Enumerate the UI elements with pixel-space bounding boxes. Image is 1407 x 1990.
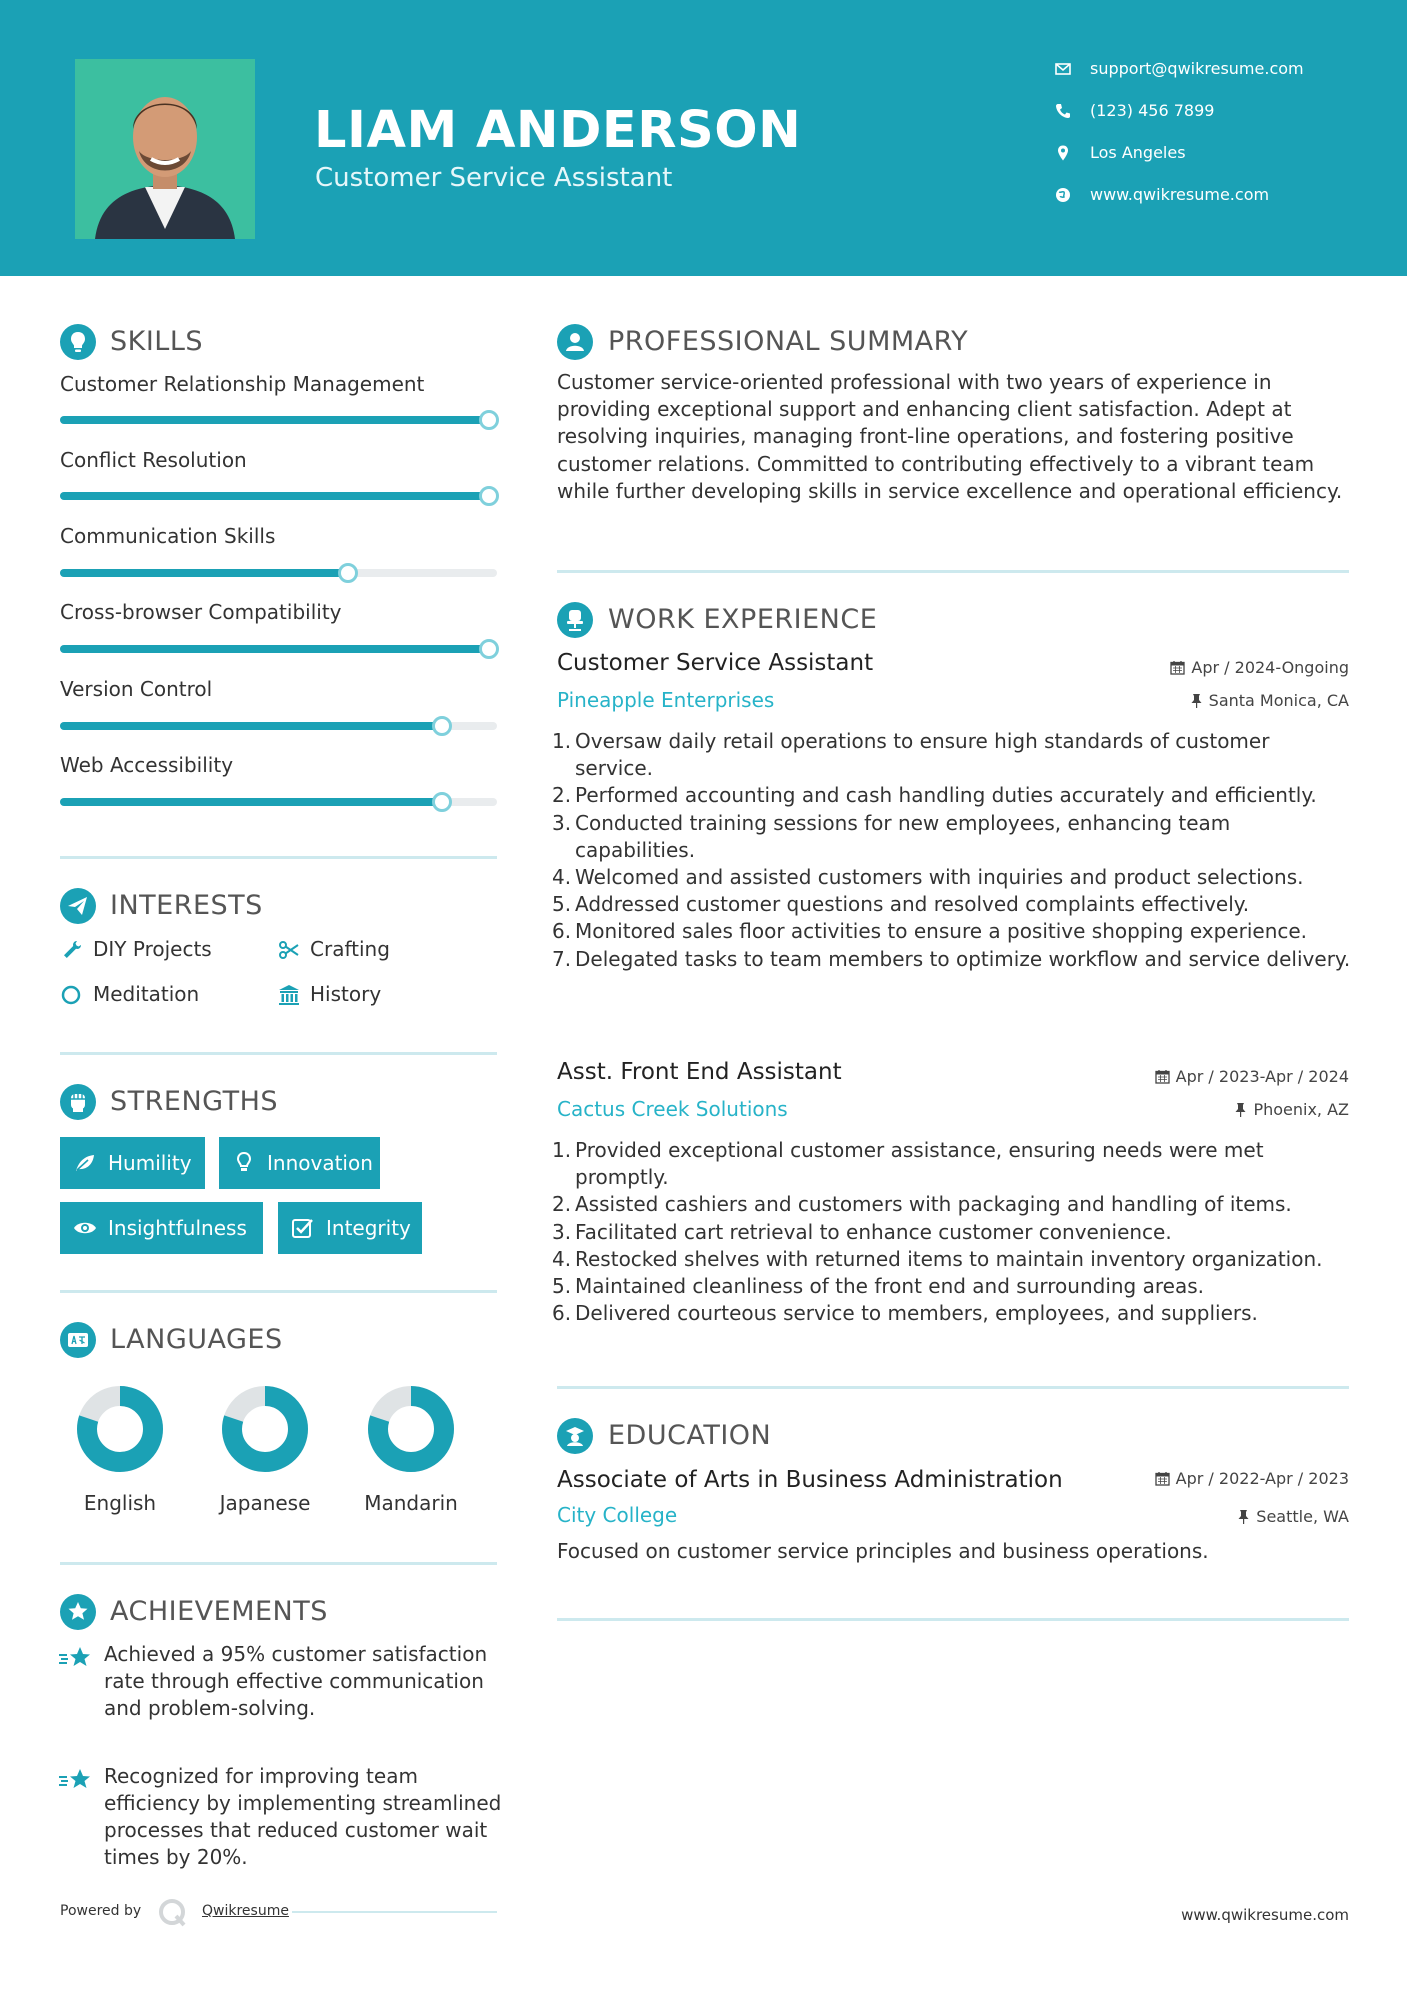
contact-website-text: www.qwikresume.com [1090,185,1270,204]
location-pin-icon [1054,144,1072,162]
language-level-ring [77,1386,163,1472]
skill-bar-fill [60,492,487,500]
company-name: Pineapple Enterprises [557,688,775,712]
circle-icon [60,983,84,1007]
shooting-star-icon [58,1645,92,1673]
calendar-icon [1155,1069,1170,1084]
section-divider [60,1052,497,1055]
skill-bar-fill [60,722,440,730]
company-name: Cactus Creek Solutions [557,1097,788,1121]
skill-bar-fill [60,645,487,653]
envelope-icon [1054,60,1072,78]
education-location [1237,1507,1349,1526]
strength-label: Integrity [326,1216,411,1240]
strengths-section-icon [60,1084,96,1120]
strength-chip [60,1137,205,1189]
person-avatar-icon [75,59,255,239]
job-duties-list [552,1137,1352,1327]
skill-name: Customer Relationship Management [60,372,425,396]
scissors-icon [277,938,301,962]
strength-label: Insightfulness [108,1216,247,1240]
section-divider [557,1618,1349,1621]
footer-divider [292,1911,497,1913]
user-icon [557,324,593,360]
skill-bar-fill [60,798,440,806]
strength-chip [219,1137,380,1189]
skill-name: Conflict Resolution [60,448,247,472]
interest-label: Meditation [93,982,200,1006]
language-label: Mandarin [364,1491,458,1515]
calendar-icon [1155,1471,1170,1486]
job-location [1234,1100,1349,1119]
achievements-title: ACHIEVEMENTS [110,1596,328,1627]
strength-chip [60,1202,263,1254]
wrench-icon [60,938,84,962]
languages-title: LANGUAGES [110,1324,283,1355]
school-name: City College [557,1503,678,1527]
qwikresume-logo-icon [157,1897,189,1929]
candidate-name: LIAM ANDERSON [314,101,802,160]
interests-section-icon [60,888,96,924]
experience-title: WORK EXPERIENCE [608,604,878,635]
skill-bar-knob [479,639,499,659]
education-dates-text: Apr / 2022-Apr / 2023 [1175,1469,1349,1488]
section-divider [60,1290,497,1293]
star-badge-icon [60,1594,96,1630]
language-level-ring [222,1386,308,1472]
museum-icon [277,983,301,1007]
check-square-icon [291,1216,315,1240]
graduate-icon [557,1418,593,1454]
job-duty: 3. Conducted training sessions for new employees, enhancing team capabilities. [552,810,1231,862]
skill-bar-knob [479,486,499,506]
footer-website-link[interactable]: www.qwikresume.com [1181,1906,1349,1924]
education-description: Focused on customer service principles and business operations. [557,1539,1209,1563]
pushpin-icon [1234,1102,1247,1117]
skill-bar [60,416,497,424]
strength-label: Humility [108,1151,192,1175]
leaf-icon [73,1151,97,1175]
skill-name: Cross-browser Compatibility [60,600,342,624]
languages-section-icon [60,1322,96,1358]
skill-bar-knob [338,563,358,583]
job-location [1190,691,1349,710]
degree-title: Associate of Arts in Business Administration [557,1467,1063,1493]
section-divider [557,1386,1349,1389]
skill-bar-fill [60,569,346,577]
summary-section-icon [557,324,593,360]
achievement-text: Recognized for improving team efficiency by implementing streamlined processes that reduced customer wait times by 20%. [104,1764,502,1869]
language-card-icon [60,1322,96,1358]
job-duty: 2. Performed accounting and cash handling duties accurately and efficiently. [552,783,1317,808]
globe-icon [1054,186,1072,204]
candidate-role: Customer Service Assistant [315,163,673,193]
skills-title: SKILLS [110,326,204,357]
education-section-icon [557,1418,593,1454]
skill-bar [60,722,497,730]
job-duty: 3. Facilitated cart retrieval to enhance customer convenience. [552,1219,1172,1244]
pushpin-icon [1237,1509,1250,1524]
skill-bar-knob [432,792,452,812]
summary-title: PROFESSIONAL SUMMARY [608,326,969,357]
summary-text: Customer service-oriented professional with two years of experience in providing exceptional support and enhancing client satisfaction. Adept at resolving inquiries, managing front-line operations, and fostering positive customer relations. Committed to contributing effectively to a vibrant team while further developing skills in service excellence and operational efficiency. [557,370,1343,503]
lightbulb-icon [60,324,96,360]
job-duty: 6. Delivered courteous service to members, employees, and suppliers. [552,1301,1258,1326]
office-chair-icon [557,602,593,638]
calendar-icon [1170,660,1185,675]
fist-icon [60,1084,96,1120]
job-duty: 2. Assisted cashiers and customers with packaging and handling of items. [552,1192,1292,1217]
profile-photo [75,59,255,239]
skill-name: Communication Skills [60,524,276,548]
skill-bar [60,569,497,577]
section-divider [60,1562,497,1565]
skill-bar-knob [432,716,452,736]
education-location-text: Seattle, WA [1256,1507,1349,1526]
resume-header [0,0,1407,276]
contact-phone-text: (123) 456 7899 [1090,101,1215,120]
job-location-text: Phoenix, AZ [1253,1100,1349,1119]
job-dates-text: Apr / 2023-Apr / 2024 [1175,1067,1349,1086]
interest-label: DIY Projects [93,937,212,961]
job-title: Customer Service Assistant [557,650,874,676]
skill-name: Web Accessibility [60,753,234,777]
job-dates-text: Apr / 2024-Ongoing [1191,658,1349,677]
achievement-text: Achieved a 95% customer satisfaction rate through effective communication and problem-solving. [104,1642,488,1720]
skill-bar-fill [60,416,487,424]
experience-section-icon [557,602,593,638]
job-duty: 1. Oversaw daily retail operations to ensure high standards of customer service. [552,729,1270,781]
job-duties-list [552,728,1352,973]
job-duty: 5. Maintained cleanliness of the front end and surrounding areas. [552,1274,1204,1299]
achievements-section-icon [60,1594,96,1630]
pushpin-icon [1190,693,1203,708]
interest-label: Crafting [310,937,390,961]
education-dates [1155,1469,1349,1488]
job-duty: 4. Restocked shelves with returned items to maintain inventory organization. [552,1246,1323,1271]
skill-bar [60,798,497,806]
interest-label: History [310,982,382,1006]
contact-location-text: Los Angeles [1090,143,1186,162]
job-location-text: Santa Monica, CA [1208,691,1349,710]
skill-bar-knob [479,410,499,430]
section-divider [557,570,1349,573]
strength-chip [278,1202,422,1254]
section-divider [60,856,497,859]
job-duty: 5. Addressed customer questions and resolved complaints effectively. [552,892,1250,917]
job-dates [1170,658,1349,677]
language-label: English [83,1491,157,1515]
shooting-star-icon [58,1767,92,1795]
eye-icon [73,1216,97,1240]
strength-label: Innovation [267,1151,373,1175]
skill-bar [60,492,497,500]
job-title: Asst. Front End Assistant [557,1059,842,1085]
job-duty: 1. Provided exceptional customer assistance, ensuring needs were met promptly. [552,1138,1264,1190]
skill-name: Version Control [60,677,213,701]
language-level-ring [368,1386,454,1472]
strengths-title: STRENGTHS [110,1086,279,1117]
job-duty: 6. Monitored sales floor activities to ensure a positive shopping experience. [552,919,1308,944]
powered-by-brand-link[interactable]: Qwikresume [202,1903,289,1919]
skills-section-icon [60,324,96,360]
powered-by-text: Powered by [60,1903,142,1919]
education-title: EDUCATION [608,1420,772,1451]
paper-plane-icon [60,888,96,924]
job-dates [1155,1067,1349,1086]
skill-bar [60,645,497,653]
lightbulb-icon [232,1151,256,1175]
contact-email-text: support@qwikresume.com [1090,59,1304,78]
job-duty: 7. Delegated tasks to team members to optimize workflow and service delivery. [552,946,1351,971]
interests-title: INTERESTS [110,890,263,921]
job-duty: 4. Welcomed and assisted customers with inquiries and product selections. [552,865,1304,890]
phone-icon [1054,102,1072,120]
language-label: Japanese [219,1491,311,1515]
